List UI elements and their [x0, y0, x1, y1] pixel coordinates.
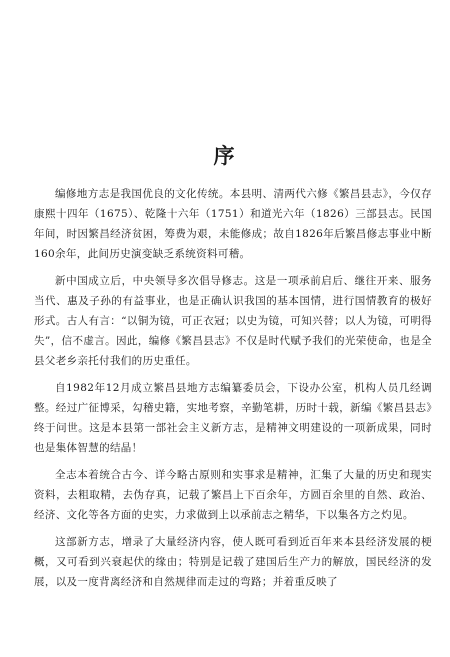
paragraph: 自1982年12月成立繁昌县地方志编纂委员会，下设办公室，机构人员几经调整。经过广征博采，勾稽史籍，实地考察，辛勤笔耕，历时十载，新编《繁昌县志》终于问世。这是本县第一部社会主义新方志，是精神文明建设的一项新成果，同时也是集体智慧的结晶！ [34, 382, 432, 454]
paragraph: 新中国成立后，中央领导多次倡导修志。这是一项承前启后、继往开来、服务当代、惠及子孙的有益事业，也是正确认识我国的基本国情，进行国情教育的极好形式。古人有言：“以铜为镜，可正衣冠；以史为镜，可知兴替；以人为镜，可明得失”，信不虚言。因此，编修《繁昌县志》不仅是时代赋予我们的光荣使命，也是全县父老乡亲托付我们的历史重任。 [34, 275, 432, 367]
paragraph: 全志本着统合古今、详今略古原则和实事求是精神，汇集了大量的历史和现实资料，去粗取精，去伪存真，记载了繁昌上下百余年，方圆百余里的自然、政治、经济、文化等各方面的史实，力求做到上以承前志之精华，下以集各方之灼见。 [34, 469, 432, 521]
page-title: 序 [213, 143, 237, 168]
paragraph: 这部新方志，增录了大量经济内容，使人既可看到近百年来本县经济发展的梗概，又可看到兴衰起伏的缘由；特别是记载了建国后生产力的解放，国民经济的发展，以及一度背离经济和自然规律而走过的弯路；并着重反映了 [34, 536, 432, 588]
preface-body [34, 184, 432, 599]
paragraph: 编修地方志是我国优良的文化传统。本县明、清两代六修《繁昌县志》，今仅存康熙十四年（1675）、乾隆十六年（1751）和道光六年（1826）三部县志。民国年间，时因繁昌经济贫困，筹费为艰，未能修成；故自1826年后繁昌修志事业中断160余年，此间历史演变缺乏系统资料可稽。 [34, 188, 432, 260]
